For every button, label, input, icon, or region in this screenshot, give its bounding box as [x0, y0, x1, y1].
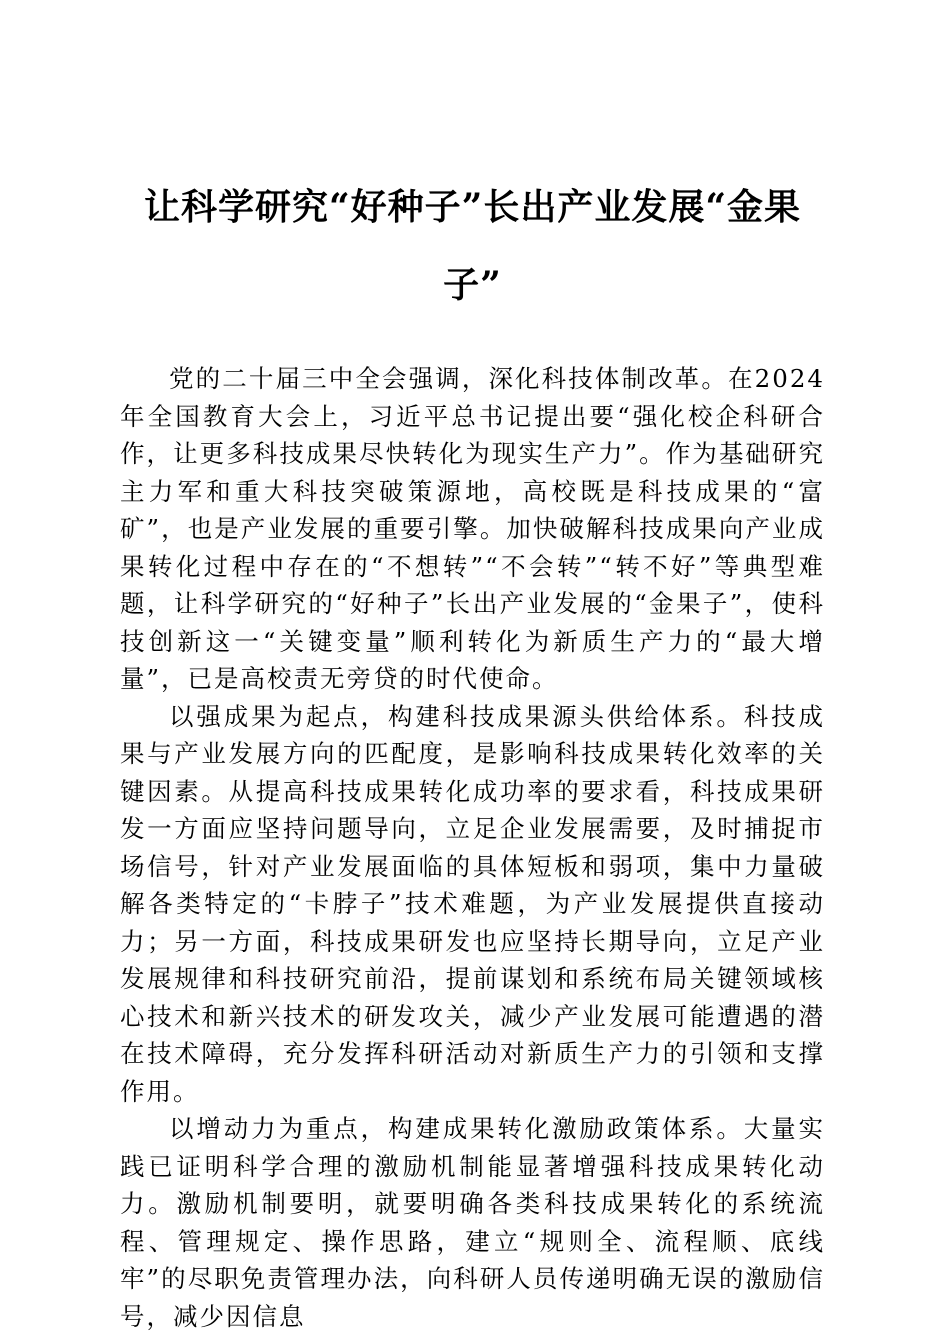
document-body — [120, 360, 825, 1335]
document-title: 让科学研究“好种子”长出产业发展“金果子” — [143, 186, 802, 306]
paragraph: 党的二十届三中全会强调，深化科技体制改革。在2024年全国教育大会上，习近平总书记提出要“强化校企科研合作，让更多科技成果尽快转化为现实生产力”。作为基础研究主力军和重大科技突破策源地，高校既是科技成果的“富矿”，也是产业发展的重要引擎。加快破解科技成果向产业成果转化过程中存在的“不想转”“不会转”“转不好”等典型难题，让科学研究的“好种子”长出产业发展的“金果子”，使科技创新这一“关键变量”顺利转化为新质生产力的“最大增量”，已是高校责无旁贷的时代使命。 — [120, 364, 825, 693]
paragraph: 以强成果为起点，构建科技成果源头供给体系。科技成果与产业发展方向的匹配度，是影响科技成果转化效率的关键因素。从提高科技成果转化成功率的要求看，科技成果研发一方面应坚持问题导向，立足企业发展需要，及时捕捉市场信号，针对产业发展面临的具体短板和弱项，集中力量破解各类特定的“卡脖子”技术难题，为产业发展提供直接动力；另一方面，科技成果研发也应坚持长期导向，立足产业发展规律和科技研究前沿，提前谋划和系统布局关键领域核心技术和新兴技术的研发攻关，减少产业发展可能遭遇的潜在技术障碍，充分发挥科研活动对新质生产力的引领和支撑作用。 — [120, 701, 825, 1106]
paragraph: 以增动力为重点，构建成果转化激励政策体系。大量实践已证明科学合理的激励机制能显著增强科技成果转化动力。激励机制要明，就要明确各类科技成果转化的系统流程、管理规定、操作思路，建立“规则全、流程顺、底线牢”的尽职免责管理办法，向科研人员传递明确无误的激励信号，减少因信息 — [120, 1114, 825, 1331]
